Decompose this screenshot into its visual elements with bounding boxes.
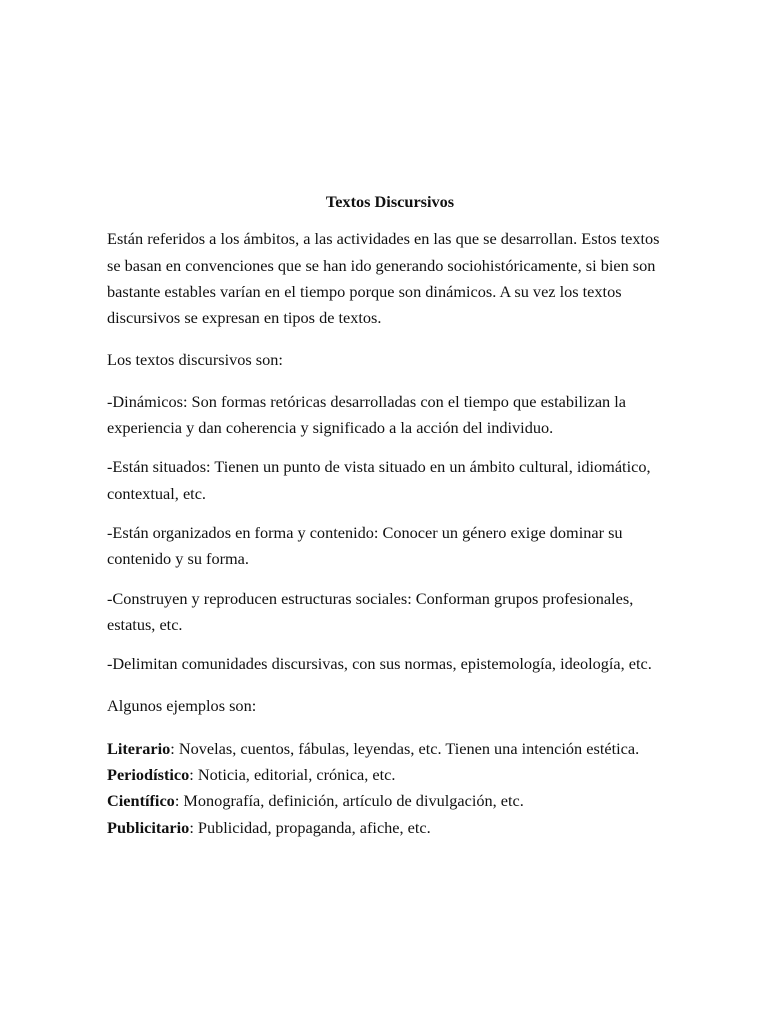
example-item-cientifico [107, 788, 667, 814]
examples-lead: Algunos ejemplos son: [107, 696, 257, 716]
example-item-literario [107, 736, 667, 762]
example-item-periodistico [107, 762, 667, 788]
characteristic-item-situados: -Están situados: Tienen un punto de vista situado en un ámbito cultural, idiomático, contextual, etc. [107, 457, 651, 503]
intro-paragraph: Están referidos a los ámbitos, a las actividades en las que se desarrollan. Estos textos se basan en convenciones que se han ido generando sociohistóricamente, si bien son bastante estables varían en el tiempo porque son dinámicos. A su vez los textos discursivos se expresan en tipos de textos. [107, 229, 660, 328]
characteristics-list [107, 389, 667, 678]
example-term: Publicitario [107, 817, 190, 837]
example-description: : Noticia, editorial, crónica, etc. [189, 765, 396, 785]
example-description: : Monografía, definición, artículo de divulgación, etc. [174, 791, 524, 811]
characteristic-item-comunidades: -Delimitan comunidades discursivas, con sus normas, epistemología, ideología, etc. [107, 654, 652, 674]
example-description: : Publicidad, propaganda, afiche, etc. [189, 817, 431, 837]
example-term: Periodístico [107, 765, 190, 785]
characteristics-lead: Los textos discursivos son: [107, 350, 283, 370]
document-title: Textos Discursivos [325, 192, 455, 211]
example-item-publicitario [107, 815, 667, 841]
example-description: : Novelas, cuentos, fábulas, leyendas, etc. Tienen una intención estética. [170, 738, 640, 758]
characteristic-item-estructuras: -Construyen y reproducen estructuras sociales: Conforman grupos profesionales, estatus, etc. [107, 588, 634, 634]
example-term: Científico [107, 791, 175, 811]
characteristic-item-organizados: -Están organizados en forma y contenido: Conocer un género exige dominar su contenido y su forma. [107, 522, 623, 569]
example-term: Literario [107, 738, 171, 758]
document-page [107, 189, 667, 841]
examples-list [107, 736, 667, 841]
characteristic-item-dinamicos: -Dinámicos: Son formas retóricas desarrolladas con el tiempo que estabilizan la experiencia y dan coherencia y significado a la acción del individuo. [107, 391, 627, 438]
